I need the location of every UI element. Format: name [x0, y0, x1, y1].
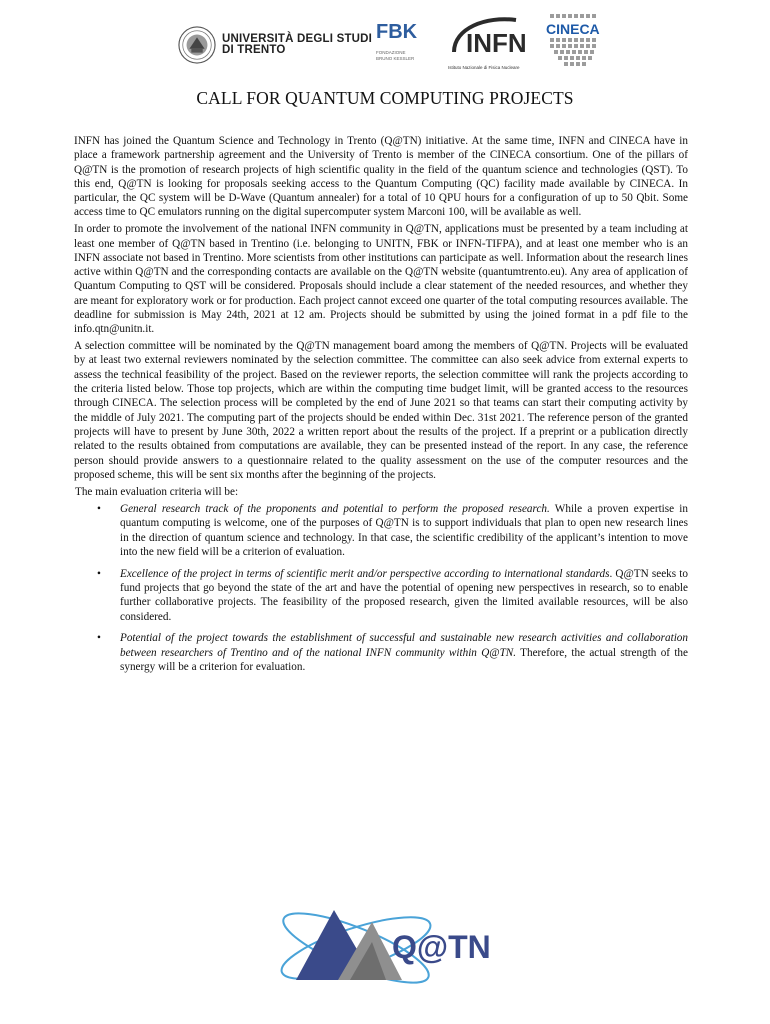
bullet-icon: • [97, 632, 101, 645]
criterion-text: . Q@TN seeks to fund projects that go beyond the state of the art and have the potential of opening new perspectives in research, so to enable further collaborative projects. The feasibility of the proposed research, given the limited available resources, will be also considered. [120, 567, 689, 623]
criterion-heading: Excellence of the project in terms of scientific merit and/or perspective according to international standards [120, 567, 610, 580]
cineca-logo [546, 14, 604, 75]
header-logos [0, 14, 770, 84]
infn-logo [446, 14, 538, 70]
infn-mark: INFN [466, 28, 527, 58]
infn-caption: Istituto Nazionale di Fisica Nucleare [448, 65, 520, 70]
cineca-mark: CINECA [546, 21, 600, 37]
criterion-text: Therefore, the actual strength of the synergy will be a criterion for evaluation. [120, 646, 688, 673]
criterion-text: While a proven expertise in quantum computing is welcome, one of the purposes of Q@TN is to support individuals that plan to open new research lines in the direction of quantum science and technology. In that case, the scientific credibility of the applicant’s intention to move into the new field will be a criterion of evaluation. [120, 502, 688, 558]
cineca-mark-icon [546, 14, 604, 70]
bullet-icon: • [97, 567, 101, 580]
page-title: CALL FOR QUANTUM COMPUTING PROJECTS [196, 88, 574, 108]
list-item [74, 502, 688, 559]
unitn-name-line2: DI TRENTO [222, 44, 286, 56]
bullet-icon: • [97, 502, 101, 515]
qatn-mark: Q@TN [392, 929, 491, 965]
criteria-intro: The main evaluation criteria will be: [75, 485, 239, 498]
fbk-mark: FBK [376, 21, 418, 43]
list-item [74, 631, 688, 674]
list-item [74, 567, 688, 624]
paragraph-intro: INFN has joined the Quantum Science and Technology in Trento (Q@TN) initiative. At the same time, INFN and CINECA have in place a framework partnership agreement and the University of Trento is member of the CINECA consortium. One of the pillars of Q@TN is the promotion of research projects of high scientific quality in the field of the quantum science and technologies (QST). To this end, Q@TN is looking for proposals seeking access to the Quantum Computing (QC) facility made available by CINECA. In particular, the QC system will be D-Wave (Quantum annealer) for a total of 10 QPU hours for a configuration of up to 50 Qbit. Some access time to QC emulators running on the digital supercomputer system Marconi 100, will be available as well. [74, 135, 688, 219]
unitn-logo [178, 26, 372, 64]
unitn-name-line1: UNIVERSITÀ DEGLI STUDI [222, 33, 373, 45]
infn-mark-icon [446, 14, 538, 60]
fbk-caption-line1: FONDAZIONE [376, 50, 406, 55]
criterion-heading: General research track of the proponents and potential to perform the proposed research. [120, 502, 550, 515]
paragraph-applications: In order to promote the involvement of the national INFN community in Q@TN, applications must be presented by a team including at least one member of Q@TN based in Trentino (i.e. belonging to UNITN, FBK or INFN-TIFPA), and at least one member who is an INFN associate not based in Trentino. More scientists from other institutions can participate as well. Information about the research lines active within Q@TN and the corresponding contacts are available on the Q@TN website (quantumtrento.eu). Any area of application of Quantum Computing to QST will be considered. Proposals should include a clear statement of the needed resources, and whether they are meant for exploratory work or for production. Each project cannot exceed one quarter of the total computing resources available. The deadline for submission is May 24th, 2021 at 12 am. Projects should be submitted by using the joined format in a pdf file to the info.qtn@unitn.it. [74, 223, 688, 336]
paragraph-selection: A selection committee will be nominated by the Q@TN management board among the members of Q@TN. Projects will be evaluated by at least two external reviewers nominated by the selection committee. The committee can also seek advice from external experts to assess the technical feasibility of the project. Based on the reviewer reports, the selection committee will rank the projects according to the criteria listed below. Those top projects, which are within the computing time budget limit, will be granted access to the resources through CINECA. The selection process will be completed by the end of June 2021 so that teams can start their computing activity by the middle of July 2021. The computing part of the projects should be ended within Dec. 31st 2021. The reference person of the granted projects will have to present by June 30th, 2022 a written report about the results of the project. If a preprint or a publication directly related to the results obtained from computations are available, they can be presented instead of the report. In any case, the reference person should provide answers to a questionnaire related to the quality assessment on the use of the computer resources and the proposed scheme, this will be sent six months after the beginning of the projects. [74, 340, 688, 481]
fbk-mark-icon [376, 18, 420, 44]
fbk-logo [376, 18, 426, 61]
criteria-list [74, 502, 688, 674]
qatn-logo [276, 890, 508, 990]
criterion-heading: Potential of the project towards the establishment of successful and sustainable new research activities and collaboration between researchers of Trentino and of the national INFN community within Q@TN. [120, 632, 688, 659]
document-body [74, 134, 688, 682]
fbk-caption-line2: BRUNO KESSLER [376, 56, 415, 61]
unitn-seal-icon [178, 26, 216, 64]
